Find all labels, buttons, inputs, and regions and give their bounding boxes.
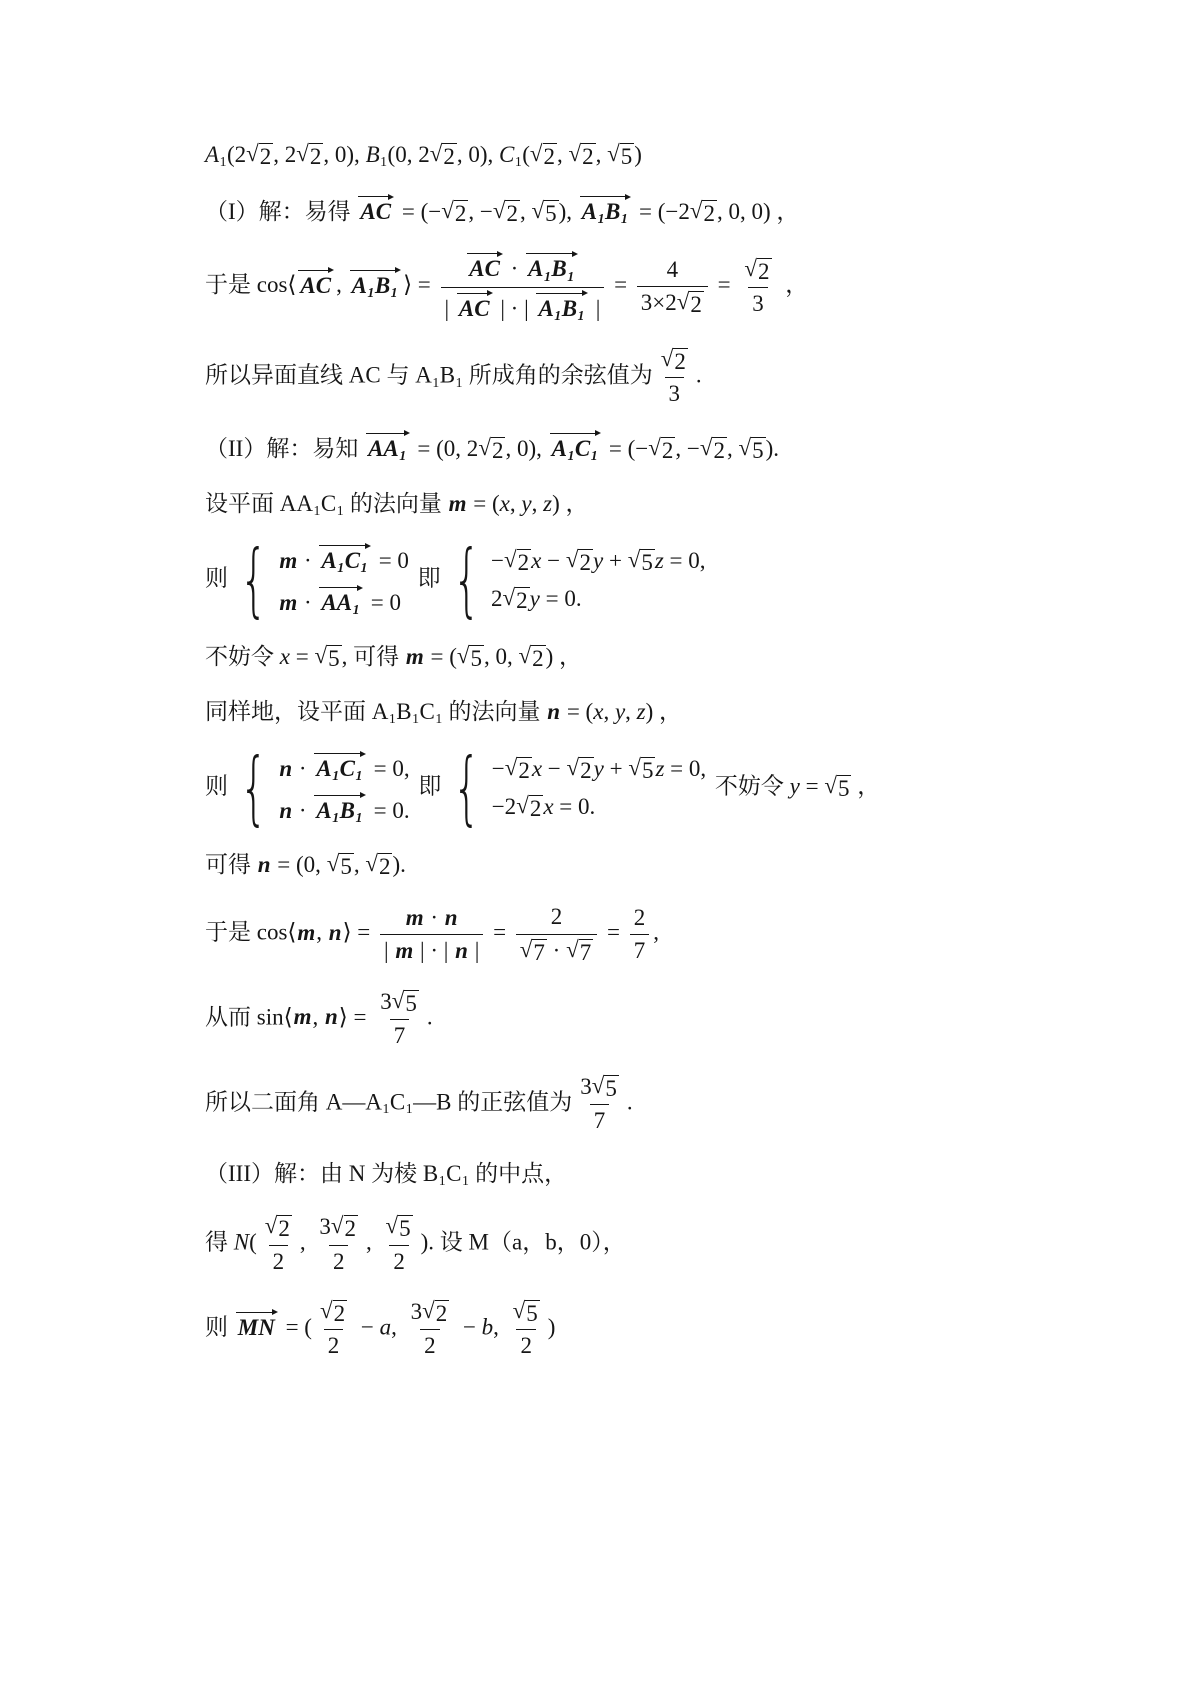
formula-line-part2-sin-mn: 从而 sin⟨m, n⟩ = 3 √ 5 7 . <box>205 988 1125 1051</box>
formula-line-part1-vectors: （I）解：易得 AC = (− √ 2 , − √ 2 , √ 5 ), A1B1 = (−2 √ 2 , 0, 0) ， <box>205 194 1125 228</box>
formula-line-part3-vector-mn: 则 MN = ( √ 2 2 − a, 3 √ 2 2 − b, √ 5 2 ) <box>205 1298 1125 1361</box>
formula-line-part2-solve-m: 不妨令 x = √ 5 , 可得 m = ( √ 5 , 0, √ 2 ) ， <box>205 642 583 671</box>
formula-line-part2-solve-n: 可得 n = (0, √ 5 , √ 2 ). <box>205 850 406 879</box>
solution-content <box>205 138 1125 1383</box>
formula-line-part2-normal-m-setup: 设平面 AA1C1 的法向量 m = (x, y, z) ， <box>205 491 589 519</box>
formula-line-part2-system-n: 则 { n · A1C1 = 0, n · A1B1 = 0. 即 { − √ 2 x − √ 2 y + √ 5 z = 0, −2 √ 2 x = 0. 不妨令 y = √ 5 ， <box>205 741 881 835</box>
formula-line-part2-vectors: （II）解：易知 AA1 = (0, 2 √ 2 , 0), A1C1 = (− √ 2 , − √ 2 , √ 5 ). <box>205 431 1125 465</box>
formula-line-part3-midpoint: （III）解：由 N 为棱 B1C1 的中点， <box>205 1161 568 1189</box>
formula-line-part2-system-m: 则 { m · A1C1 = 0 m · AA1 = 0 即 { − √ 2 x − √ 2 y + √ 5 z = 0, 2 √ 2 y = 0. <box>205 533 706 627</box>
formula-line-part2-conclusion: 所以二面角 A—A1C1—B 的正弦值为 3 √ 5 7 . <box>205 1073 1125 1136</box>
formula-line-part2-normal-n-setup: 同样地，设平面 A1B1C1 的法向量 n = (x, y, z) ， <box>205 699 683 727</box>
formula-line-part1-cosine-computation: 于是 cos⟨ AC , A1B1 ⟩ = $\frac{AC \cdot A1B1}{| AC | \cdot | A1B1 |}$ = 4 3×2 √ 2 = √ 2 3 ， <box>205 250 1125 324</box>
formula-line-part2-cos-mn: 于是 cos⟨m, n⟩ = $\frac{m \cdot n}{| m | \cdot | n |}$ = 2 √ 7 · √ 7 = $\frac{2}{7}$ , <box>205 904 659 965</box>
formula-line-points-coordinates: A1(2 √ 2 , 2 √ 2 , 0), B1(0, 2 √ 2 , 0), C1( √ 2 , √ 2 , √ 5 ) <box>205 141 642 170</box>
formula-line-part3-point-n-m: 得 N( √ 2 2 , 3 √ 2 2 , √ 5 2 ). 设 M（a，b，0）， <box>205 1213 1125 1276</box>
formula-line-part1-conclusion: 所以异面直线 AC 与 A1B1 所成角的余弦值为 √ 2 3 . <box>205 346 1125 409</box>
